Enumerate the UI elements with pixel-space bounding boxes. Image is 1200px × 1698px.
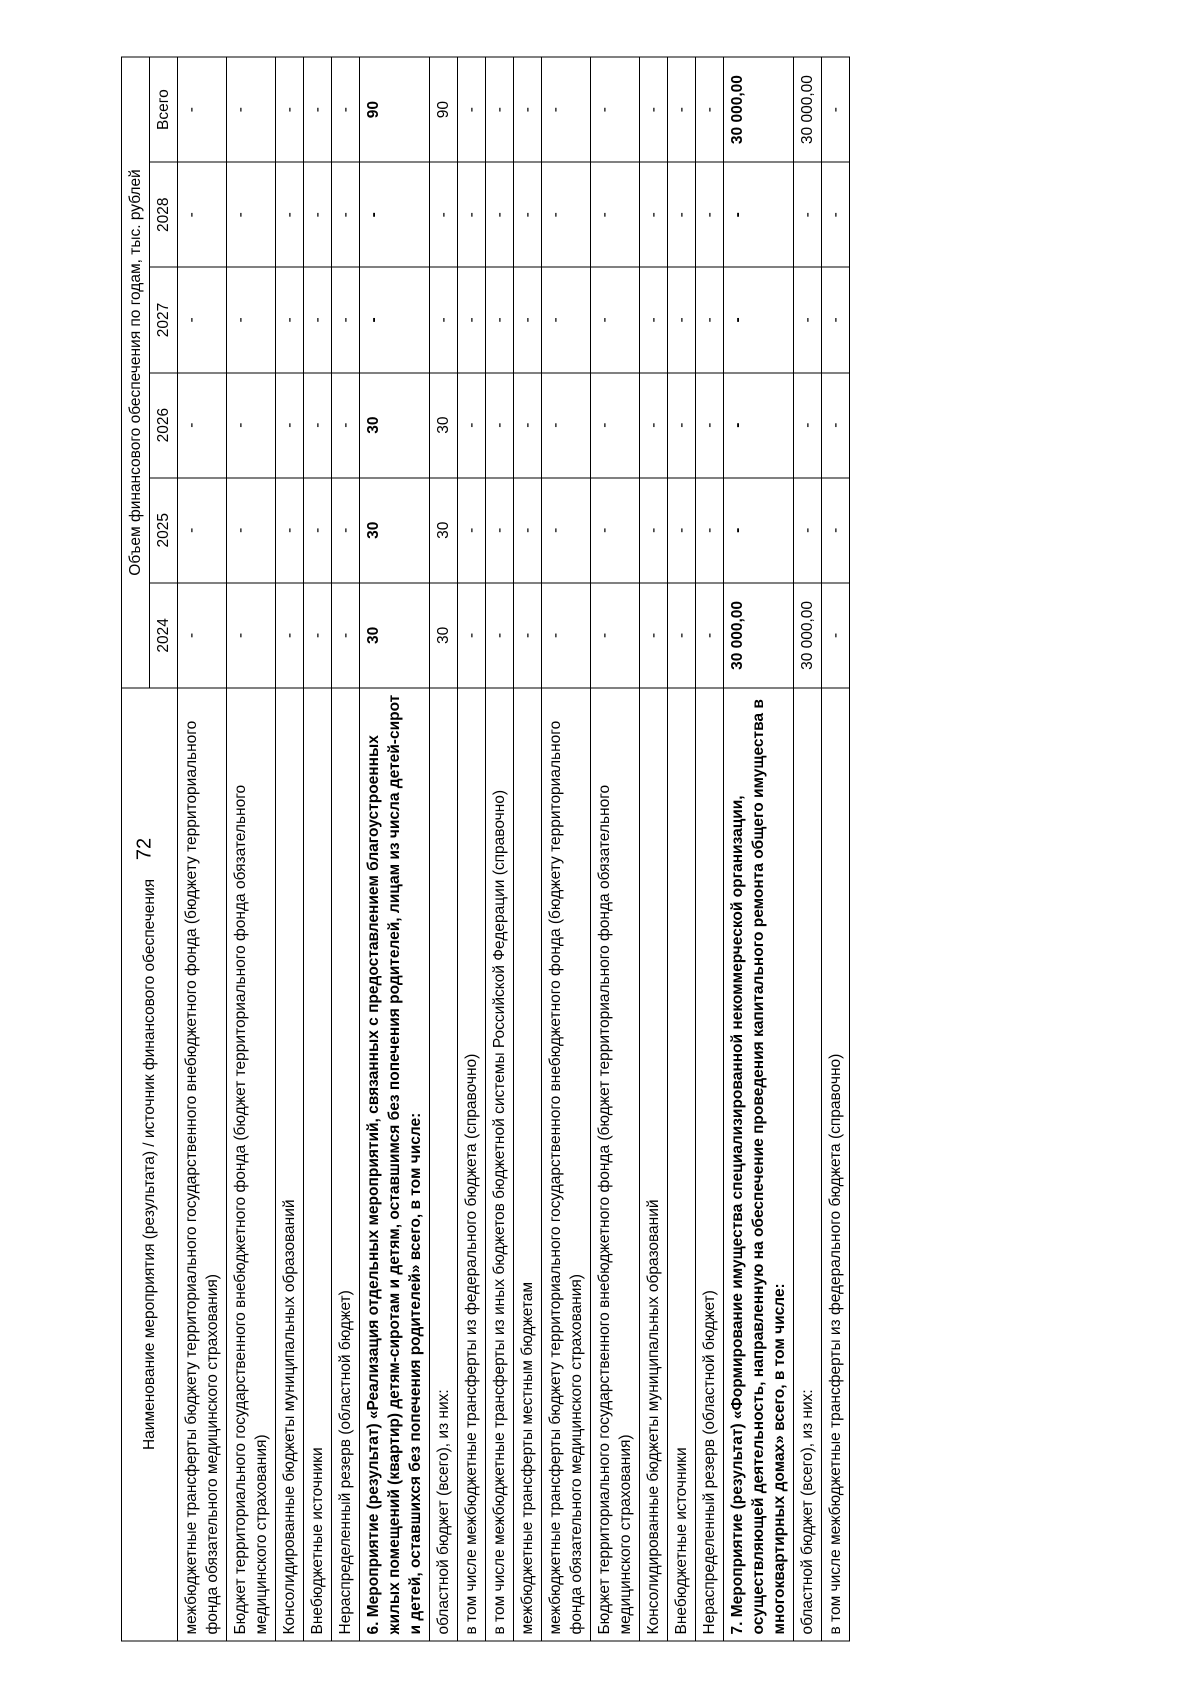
row-value: - xyxy=(542,583,591,688)
row-value: - xyxy=(794,478,822,583)
row-value: - xyxy=(640,162,668,267)
table-row xyxy=(591,57,640,1641)
row-name: 6. Мероприятие (результат) «Реализация отдельных мероприятий, связанных с предоставлением благоустроенных жилых помещений (квартир) детям-сиротам и детям, оставшимся без попечения родителей, лицам из числа детей-сирот и детей, оставшихся без попечения родителей» всего, в том числе: xyxy=(360,688,430,1641)
row-value: - xyxy=(178,267,227,372)
table-row xyxy=(430,57,458,1641)
row-value: - xyxy=(724,267,794,372)
row-value: - xyxy=(178,373,227,478)
header-year: 2024 xyxy=(150,583,178,688)
table-row xyxy=(724,57,794,1641)
row-value: - xyxy=(458,583,486,688)
row-value: - xyxy=(304,267,332,372)
row-value: - xyxy=(794,267,822,372)
row-name: областной бюджет (всего), из них: xyxy=(430,688,458,1641)
row-total: 30 000,00 xyxy=(724,57,794,162)
table-row xyxy=(822,57,850,1641)
row-value: 30 xyxy=(360,373,430,478)
row-value: - xyxy=(178,583,227,688)
row-value: - xyxy=(822,583,850,688)
row-value: - xyxy=(822,162,850,267)
row-value: - xyxy=(486,162,514,267)
row-total: - xyxy=(640,57,668,162)
row-value: - xyxy=(794,162,822,267)
row-value: - xyxy=(822,373,850,478)
table-row xyxy=(486,57,514,1641)
row-value: - xyxy=(360,162,430,267)
row-value: - xyxy=(542,162,591,267)
table-row xyxy=(332,57,360,1641)
row-value: - xyxy=(360,267,430,372)
table-row xyxy=(227,57,276,1641)
row-value: 30 xyxy=(430,583,458,688)
table-row xyxy=(276,57,304,1641)
row-total: - xyxy=(178,57,227,162)
row-value: 30 000,00 xyxy=(724,583,794,688)
row-total: 90 xyxy=(360,57,430,162)
row-name: межбюджетные трансферты бюджету территориального государственного внебюджетного фонда (бюджету территориального фонда обязательного медицинского страхования) xyxy=(178,688,227,1641)
row-value: - xyxy=(304,478,332,583)
row-value: - xyxy=(640,478,668,583)
row-value: - xyxy=(591,162,640,267)
row-value: - xyxy=(332,267,360,372)
row-value: 30 xyxy=(360,583,430,688)
row-value: - xyxy=(640,583,668,688)
row-value: 30 xyxy=(430,478,458,583)
financing-table xyxy=(121,57,850,1642)
row-name: Консолидированные бюджеты муниципальных образований xyxy=(276,688,304,1641)
row-value: - xyxy=(458,373,486,478)
row-value: - xyxy=(430,267,458,372)
row-total: - xyxy=(332,57,360,162)
row-total: - xyxy=(486,57,514,162)
row-value: - xyxy=(668,267,696,372)
header-year: 2025 xyxy=(150,478,178,583)
row-name: Нераспределенный резерв (областной бюджет) xyxy=(696,688,724,1641)
row-value: - xyxy=(332,478,360,583)
row-value: - xyxy=(227,583,276,688)
row-value: - xyxy=(227,373,276,478)
row-value: - xyxy=(332,162,360,267)
row-value: - xyxy=(276,373,304,478)
row-total: - xyxy=(458,57,486,162)
row-value: - xyxy=(591,373,640,478)
row-value: - xyxy=(591,583,640,688)
row-value: - xyxy=(430,162,458,267)
row-total: - xyxy=(591,57,640,162)
row-value: - xyxy=(227,478,276,583)
row-name: в том числе межбюджетные трансферты из федерального бюджета (справочно) xyxy=(822,688,850,1641)
row-value: - xyxy=(178,478,227,583)
table-row xyxy=(304,57,332,1641)
table-body xyxy=(178,57,850,1641)
row-name: межбюджетные трансферты бюджету территориального государственного внебюджетного фонда (бюджету территориального фонда обязательного медицинского страхования) xyxy=(542,688,591,1641)
row-name: Внебюджетные источники xyxy=(668,688,696,1641)
row-value: - xyxy=(696,373,724,478)
row-value: - xyxy=(486,478,514,583)
rotated-table-container xyxy=(121,57,1079,1642)
row-value: - xyxy=(668,162,696,267)
row-value: - xyxy=(227,162,276,267)
row-value: - xyxy=(822,478,850,583)
row-value: - xyxy=(514,162,542,267)
row-value: - xyxy=(640,267,668,372)
row-value: - xyxy=(332,583,360,688)
row-value: - xyxy=(514,583,542,688)
header-year: 2026 xyxy=(150,373,178,478)
row-value: 30 xyxy=(360,478,430,583)
row-total: - xyxy=(822,57,850,162)
row-name: Бюджет территориального государственного внебюджетного фонда (бюджет территориального фонда обязательного медицинского страхования) xyxy=(591,688,640,1641)
row-total: - xyxy=(304,57,332,162)
row-value: - xyxy=(304,583,332,688)
table-row xyxy=(178,57,227,1641)
row-value: - xyxy=(542,373,591,478)
row-value: - xyxy=(178,162,227,267)
row-value: - xyxy=(668,373,696,478)
row-name: Консолидированные бюджеты муниципальных образований xyxy=(640,688,668,1641)
row-name: 7. Мероприятие (результат) «Формирование имущества специализированной некоммерческой организации, осуществляющей деятельность, направленную на обеспечение проведения капитального ремонта общего имущества в многоквартирных домах» всего, в том числе: xyxy=(724,688,794,1641)
page-number: 72 xyxy=(133,837,156,861)
table-row xyxy=(696,57,724,1641)
header-name: Наименование мероприятия (результата) / источник финансового обеспечения xyxy=(122,688,178,1641)
row-name: Внебюджетные источники xyxy=(304,688,332,1641)
header-year: 2028 xyxy=(150,162,178,267)
row-value: - xyxy=(640,373,668,478)
row-value: - xyxy=(276,478,304,583)
row-value: - xyxy=(696,478,724,583)
row-value: - xyxy=(591,478,640,583)
row-value: - xyxy=(822,267,850,372)
row-value: - xyxy=(724,373,794,478)
row-value: - xyxy=(458,267,486,372)
row-value: - xyxy=(794,373,822,478)
row-value: - xyxy=(304,373,332,478)
row-value: - xyxy=(542,267,591,372)
row-name: Бюджет территориального государственного внебюджетного фонда (бюджет территориального фонда обязательного медицинского страхования) xyxy=(227,688,276,1641)
row-total: - xyxy=(227,57,276,162)
table-row xyxy=(542,57,591,1641)
row-value: - xyxy=(591,267,640,372)
row-total: 90 xyxy=(430,57,458,162)
row-value: - xyxy=(542,478,591,583)
row-total: 30 000,00 xyxy=(794,57,822,162)
row-name: в том числе межбюджетные трансферты из федерального бюджета (справочно) xyxy=(458,688,486,1641)
row-value: - xyxy=(724,162,794,267)
row-value: - xyxy=(696,267,724,372)
row-value: - xyxy=(696,162,724,267)
row-value: - xyxy=(668,478,696,583)
row-value: - xyxy=(304,162,332,267)
row-total: - xyxy=(276,57,304,162)
row-value: - xyxy=(227,267,276,372)
header-total: Всего xyxy=(150,57,178,162)
row-value: - xyxy=(514,267,542,372)
row-total: - xyxy=(514,57,542,162)
row-value: - xyxy=(486,373,514,478)
row-name: межбюджетные трансферты местным бюджетам xyxy=(514,688,542,1641)
row-value: - xyxy=(514,478,542,583)
row-value: - xyxy=(724,478,794,583)
table-row xyxy=(458,57,486,1641)
row-name: областной бюджет (всего), из них: xyxy=(794,688,822,1641)
row-value: - xyxy=(668,583,696,688)
row-value: - xyxy=(514,373,542,478)
row-value: - xyxy=(486,583,514,688)
row-value: - xyxy=(696,583,724,688)
row-total: - xyxy=(696,57,724,162)
row-value: - xyxy=(486,267,514,372)
row-value: - xyxy=(458,478,486,583)
table-row xyxy=(360,57,430,1641)
header-group: Объем финансового обеспечения по годам, тыс. рублей xyxy=(122,57,150,688)
row-value: 30 xyxy=(430,373,458,478)
table-row xyxy=(514,57,542,1641)
row-name: Нераспределенный резерв (областной бюджет) xyxy=(332,688,360,1641)
row-value: - xyxy=(276,583,304,688)
header-year: 2027 xyxy=(150,267,178,372)
row-value: - xyxy=(276,162,304,267)
row-total: - xyxy=(668,57,696,162)
row-value: - xyxy=(332,373,360,478)
table-row xyxy=(668,57,696,1641)
header-row-1 xyxy=(122,57,150,1641)
row-total: - xyxy=(542,57,591,162)
row-value: - xyxy=(276,267,304,372)
row-value: 30 000,00 xyxy=(794,583,822,688)
row-value: - xyxy=(458,162,486,267)
row-name: в том числе межбюджетные трансферты из иных бюджетов бюджетной системы Российской Федерации (справочно) xyxy=(486,688,514,1641)
table-row xyxy=(794,57,822,1641)
table-row xyxy=(640,57,668,1641)
